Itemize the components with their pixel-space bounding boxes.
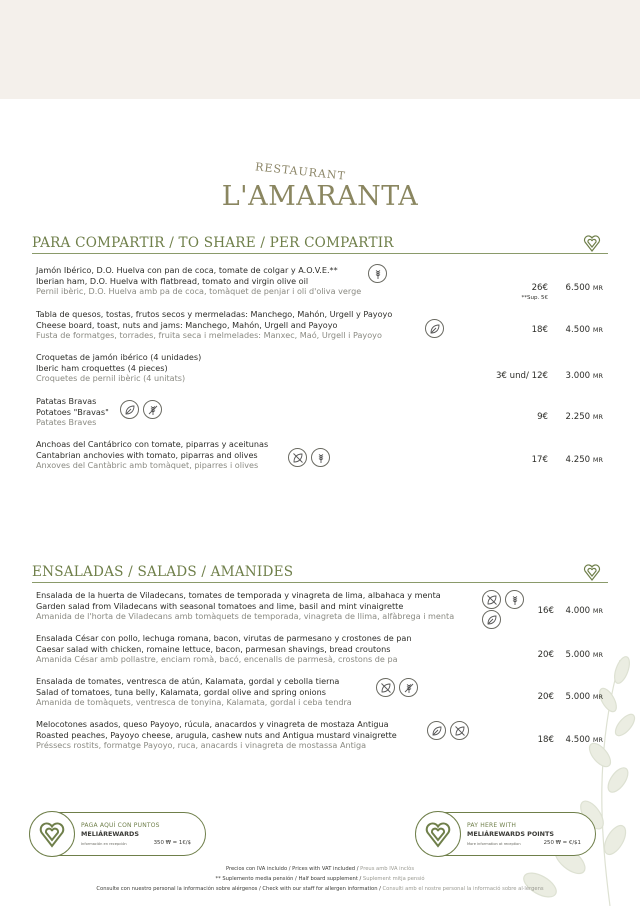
menu-item [36, 439, 608, 471]
gluten-icon [311, 448, 330, 467]
gluten-icon [505, 590, 524, 609]
vegetarian-icon [120, 400, 139, 419]
menu-item-english: Roasted peaches, Payoyo cheese, arugula, cashew nuts and Antigua mustard vinaigrette [36, 729, 397, 740]
item-price: 26€ [531, 283, 548, 293]
gluten-icon [368, 264, 387, 283]
menu-item-spanish: Patatas Bravas [36, 396, 97, 406]
plant-illustration [500, 630, 640, 906]
points-value: 4.500 [565, 325, 591, 335]
allergen-icons [482, 590, 528, 629]
section-title-share: PARA COMPARTIR / TO SHARE / PER COMPARTIR [32, 235, 394, 251]
menu-item-english: Iberian ham, D.O. Huelva with flatbread, tomato and virgin olive oil [36, 275, 309, 286]
item-supplement-note: **Sup. 5€ [521, 295, 548, 301]
vegetarian-icon [425, 319, 444, 338]
menu-item-spanish: Tabla de quesos, tostas, frutos secos y mermeladas: Manchego, Mahón, Urgell y Payoyo [36, 309, 393, 319]
meliarewards-icon [415, 811, 461, 857]
pay-right-line3: More information at reception [467, 842, 521, 846]
menu-item-catalan: Fusta de formatges, torrades, fruita seca i melmelades: Manxec, Maó, Urgell i Payoyo [36, 330, 382, 340]
points-unit: MR [592, 284, 603, 292]
logo-name: L'AMARANTA [221, 181, 419, 212]
points-value: 4.500 [565, 735, 591, 745]
points-unit: MR [592, 736, 603, 744]
gluten-free-icon [143, 400, 162, 419]
item-price: 18€ [531, 325, 548, 335]
menu-item-spanish: Ensalada César con pollo, lechuga romana, bacon, virutas de parmesano y crostones de pan [36, 633, 412, 643]
pay-left-rate: 350 ₩ = 1€/$ [153, 840, 191, 846]
menu-item-english: Garden salad from Viladecans with seasonal tomatoes and lime, basil and mint vinaigrette [36, 600, 404, 611]
allergen-icons [368, 264, 387, 283]
pay-right-rate: 250 ₩ = €/$1 [543, 840, 581, 846]
vegetarian-icon [427, 721, 446, 740]
menu-item-english: Potatoes "Bravas" [36, 406, 109, 417]
points-unit: MR [592, 607, 603, 615]
menu-item [36, 590, 608, 622]
restaurant-logo [0, 160, 640, 212]
meliarewards-icon [29, 811, 75, 857]
footer-vat-note: Precios con IVA incluido / Prices with VAT included / Preus amb IVA inclòs [225, 866, 415, 872]
menu-item-catalan: Pernil ibèric, D.O. Huelva amb pa de coca, tomàquet de penjar i oli d'oliva verge [36, 286, 362, 296]
points-unit: MR [592, 456, 603, 464]
pay-with-points-badge-es [30, 812, 206, 856]
allergen-icons [288, 448, 330, 467]
menu-item [36, 719, 608, 751]
menu-item-spanish: Melocotones asados, queso Payoyo, rúcula, anacardos y vinagreta de mostaza Antigua [36, 719, 389, 729]
menu-item [36, 309, 608, 341]
menu-item-spanish: Anchoas del Cantábrico con tomate, piparras y aceitunas [36, 439, 269, 449]
section-header-salads [32, 563, 608, 583]
points-value: 5.000 [565, 692, 591, 702]
menu-item-english: Cantabrian anchovies with tomato, piparras and olives [36, 449, 258, 460]
item-points-price [543, 455, 603, 465]
menu-item-catalan: Amanida César amb pollastre, enciam romà, bacó, encenalls de parmesà, crostons de pa [36, 654, 398, 664]
item-price: 20€ [537, 692, 554, 702]
points-value: 2.250 [565, 412, 591, 422]
points-value: 4.250 [565, 455, 591, 465]
item-price: 9€ [537, 412, 548, 422]
pay-left-line2: MELIÁREWARDS [81, 830, 139, 838]
points-unit: MR [592, 413, 603, 421]
item-price: 16€ [537, 606, 554, 616]
footer-allergen-note: Consulte con nuestro personal la información sobre alérgenos / Check with our staff for allergen information / Consulti amb el nostre personal la informació sobre al·lèrgens [96, 886, 544, 892]
menu-item-english: Salad of tomatoes, tuna belly, Kalamata, gordal olive and spring onions [36, 686, 326, 697]
menu-item-spanish: Ensalada de tomates, ventresca de atún, Kalamata, gordal y cebolla tierna [36, 676, 340, 686]
item-price: 18€ [537, 735, 554, 745]
menu-item [36, 676, 608, 708]
pay-right-line2: MELIÁREWARDS POINTS [467, 830, 554, 838]
item-price: 20€ [537, 650, 554, 660]
menu-item-catalan: Croquetes de pernil ibèric (4 unitats) [36, 373, 186, 383]
allergen-icons [425, 319, 444, 338]
section-title-salads: ENSALADAS / SALADS / AMANIDES [32, 564, 294, 580]
heart-logo-icon [582, 233, 602, 253]
item-points-price [543, 692, 603, 702]
item-points-price [543, 283, 603, 293]
menu-item-english: Caesar salad with chicken, romaine lettuce, bacon, parmesan shavings, bread croutons [36, 643, 391, 654]
menu-item-catalan: Amanida de l'horta de Viladecans amb tomàquets de temporada, vinagreta de llima, alfàbrega i menta [36, 611, 455, 621]
points-unit: MR [592, 651, 603, 659]
points-unit: MR [592, 693, 603, 701]
logo-restaurant-word: RESTAURANT [254, 160, 346, 183]
allergen-icons [376, 678, 418, 697]
menu-item-catalan: Préssecs rostits, formatge Payoyo, ruca, anacards i vinagreta de mostassa Antiga [36, 740, 367, 750]
heart-logo-icon [582, 562, 602, 582]
points-unit: MR [592, 372, 603, 380]
gluten-free-icon [399, 678, 418, 697]
menu-item [36, 633, 608, 665]
menu-item-english: Cheese board, toast, nuts and jams: Manchego, Mahón, Urgell and Payoyo [36, 319, 338, 330]
top-band [0, 0, 640, 99]
menu-item-spanish: Jamón Ibérico, D.O. Huelva con pan de coca, tomate de colgar y A.O.V.E.** [36, 265, 338, 275]
pay-left-line3: Información en recepción [81, 842, 127, 846]
points-value: 5.000 [565, 650, 591, 660]
item-price: 17€ [531, 455, 548, 465]
no-vegetarian-icon [376, 678, 395, 697]
footer-supplement-note: ** Suplemento media pensión / Half board supplement / Suplement mitja pensió [215, 876, 425, 882]
menu-item-spanish: Croquetas de jamón ibérico (4 unidades) [36, 352, 202, 362]
allergen-icons [427, 721, 469, 740]
no-vegetarian-icon [482, 590, 501, 609]
item-points-price [543, 325, 603, 335]
pay-with-points-badge-en [416, 812, 596, 856]
menu-item-catalan: Patates Braves [36, 417, 97, 427]
menu-item-spanish: Ensalada de la huerta de Viladecans, tomates de temporada y vinagreta de lima, albahaca y menta [36, 590, 441, 600]
menu-item [36, 396, 608, 428]
points-value: 6.500 [565, 283, 591, 293]
points-unit: MR [592, 326, 603, 334]
points-value: 4.000 [565, 606, 591, 616]
vegetarian-icon [482, 610, 501, 629]
menu-item-english: Iberic ham croquettes (4 pieces) [36, 362, 168, 373]
menu-item-catalan: Anxoves del Cantàbric amb tomàquet, piparres i olives [36, 460, 259, 470]
item-points-price [543, 735, 603, 745]
menu-item-catalan: Amanida de tomàquets, ventresca de tonyina, Kalamata, gordal i ceba tendra [36, 697, 352, 707]
menu-item [36, 265, 608, 297]
item-points-price [543, 412, 603, 422]
item-points-price [543, 606, 603, 616]
pay-left-line1: PAGA AQUÍ CON PUNTOS [81, 822, 160, 829]
no-vegetarian-icon [288, 448, 307, 467]
item-points-price [543, 650, 603, 660]
no-vegetarian-icon [450, 721, 469, 740]
pay-right-line1: PAY HERE WITH [467, 822, 517, 829]
item-points-price [543, 371, 603, 381]
item-price: 3€ und/ 12€ [495, 371, 548, 381]
points-value: 3.000 [565, 371, 591, 381]
section-header-share [32, 234, 608, 254]
allergen-icons [120, 400, 162, 419]
